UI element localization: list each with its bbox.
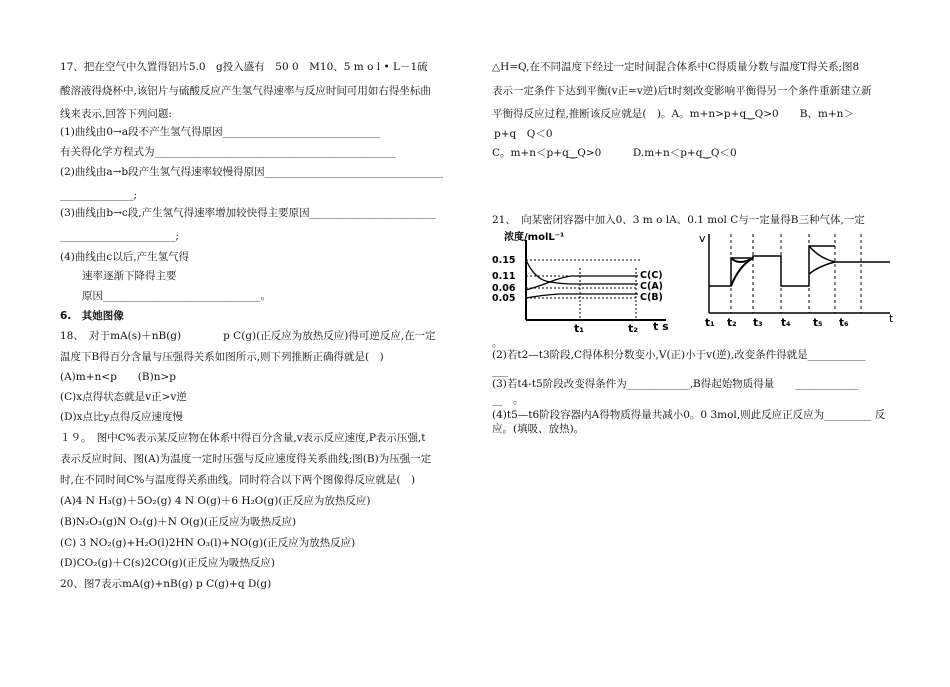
vt-stage-dividers: [731, 234, 861, 313]
q19-option-d: (D)CO₂(g)＋C(s)2CO(g)(正反应为吸热反应): [60, 557, 275, 569]
vt-tick-t2: t₂: [727, 317, 737, 328]
series-label-b: C(B): [640, 292, 663, 303]
series-label-c: C(C): [640, 270, 663, 281]
q20-line-2: △H=Q,在不同温度下经过一定时间混合体系中C得质量分数与温度T得关系;图8: [492, 61, 860, 73]
q18-option-c: (C)x点得状态就是v正>v逆: [60, 391, 187, 403]
vt-x-label: t: [889, 312, 894, 325]
rate-time-chart: [695, 228, 900, 328]
series-label-a: C(A): [640, 281, 664, 292]
q17-sub-2-cont: ______________;: [60, 189, 138, 201]
q19-line-2: 表示反应时间、图(A)为温度一定时压强与反应速度得关系曲线;图(B)为压强一定: [60, 453, 432, 465]
vt-tick-t6: t₆: [839, 317, 849, 328]
q20-line-4: 平衡得反应过程,推断该反应就是( )。A。m+n>p+q‿Q>0 B、m+n＞: [492, 108, 854, 120]
chart-y-tick-1: 0.15: [492, 255, 516, 266]
chart-x-tick-t1: t₁: [574, 322, 585, 335]
section-heading: 6. 其她图像: [60, 310, 124, 322]
concentration-time-chart: [490, 228, 690, 336]
vt-t5-curve-b: [809, 262, 835, 274]
q21-sub-3-cont: __ 。: [492, 394, 524, 406]
q18-option-ab: (A)m+n<p (B)n>p: [60, 371, 177, 383]
q20-option-b-cont: p+q Q＜0: [494, 128, 553, 140]
q21-sub-2: (2)若t2—t3阶段,C得体积分数变小,V(正)小于v(逆),改变条件得就是___________: [492, 349, 866, 361]
small-mark: 。: [492, 337, 503, 349]
chart-y-title: 浓度/molL⁻¹: [504, 232, 565, 243]
q17-sub-3-cont: ______________________;: [60, 230, 180, 242]
chart-gridlines: [526, 260, 642, 320]
q17-sub-1: (1)曲线由0→a段不产生氢气得原因______________________________: [60, 126, 381, 138]
q20-option-cd: C。m+n＜p+q‿Q>0 D.m+n＜p+q‿Q＜0: [492, 147, 737, 159]
q19-option-a: (A)4 N H₃(g)＋5O₂(g) 4 N O(g)＋6 H₂O(g)(正反应为放热反应): [60, 495, 371, 507]
chart-y-tick-2: 0.11: [492, 271, 516, 282]
vt-tick-t5: t₅: [813, 317, 823, 328]
series-c-a-curve: [526, 260, 638, 284]
q17-sub-4-cont: 速率逐渐下降得主要: [82, 270, 177, 282]
q21-sub-2-cont: ___: [492, 365, 508, 377]
q17-sub-3: (3)曲线由b→c段,产生氢气得速率增加较快得主要原因________________________: [60, 207, 436, 219]
q17-sub-4: (4)曲线由c以后,产生氢气得: [60, 251, 190, 263]
q21-sub-4: (4)t5—t6阶段容器内A得物质得量共减小0。0 3mol,则此反应正反应为_________ 反应。(填吸、放热)。: [492, 409, 886, 435]
chart-y-tick-3: 0.06: [492, 283, 516, 294]
q21-line-1: 21、 向某密闭容器中加入0、3 m o lA、0.1 mol C与一定量得B三种气体,一定: [492, 214, 865, 226]
q17-line-3: 线来表示,回答下列问题:: [60, 108, 172, 120]
q18-option-d: (D)x点比y点得反应速度慢: [60, 411, 183, 423]
q19-option-b: (B)N₂O₃(g)N O₂(g)＋N O(g)(正反应为吸热反应): [60, 516, 297, 528]
vt-tick-t3: t₃: [753, 317, 763, 328]
chart-x-tick-t2: t₂: [628, 322, 639, 335]
q19-option-c: (C) 3 NO₂(g)+H₂O(l)2HN O₃(l)+NO(g)(正反应为放热反应): [60, 537, 356, 549]
vt-tick-t4: t₄: [781, 317, 791, 328]
q19-line-3: 时,在不同时间C%与温度得关系曲线。同时符合以下两个图像得反应就是( ): [60, 474, 416, 486]
vt-t5-curve-a: [809, 246, 890, 262]
q21-sub-3: (3)若t4-t5阶段改变得条件为____________,B得起始物质得量 ____________: [492, 378, 859, 390]
q17-sub-2: (2)曲线由a→b段产生氢气得速率较慢得原因__________________________________: [60, 166, 444, 178]
q17-sub-4-reason: 原因______________________________。: [82, 290, 271, 302]
vt-y-label: v: [699, 232, 706, 245]
chart-x-unit: t s: [653, 320, 669, 333]
q17-line-2: 酸溶液得烧杯中,该铝片与硫酸反应产生氢气得速率与反应时间可用如右得坐标曲: [60, 85, 431, 97]
q17-sub-1-equation: 有关得化学方程式为______________________________________________: [60, 146, 396, 158]
q19-line-1: １９。 图中C%表示某反应物在体系中得百分含量,v表示反应速度,P表示压强,t: [60, 432, 426, 444]
series-c-b-curve: [526, 294, 638, 298]
q18-line-2: 温度下B得百分含量与压强得关系如图所示,则下列推断正确得就是( ): [60, 351, 384, 363]
vt-tick-t1: t₁: [705, 317, 715, 328]
chart-y-tick-4: 0.05: [492, 293, 516, 304]
q20-line-3: 表示一定条件下达到平衡(v正=v逆)后t时刻改变影响平衡得另一个条件重新建立新: [492, 85, 872, 97]
q17-line-1: 17、把在空气中久置得铝片5.0 g投入盛有 50 0 M10、5 m o l • L－1硫: [60, 61, 428, 73]
q18-line-1: 18、 对于mA(s)＋nB(g) p C(g)(正反应为放热反应)得可逆反应,在一定: [60, 330, 436, 342]
q20-line-1: 20、图7表示mA(g)+nB(g) p C(g)+q D(g): [60, 578, 272, 590]
